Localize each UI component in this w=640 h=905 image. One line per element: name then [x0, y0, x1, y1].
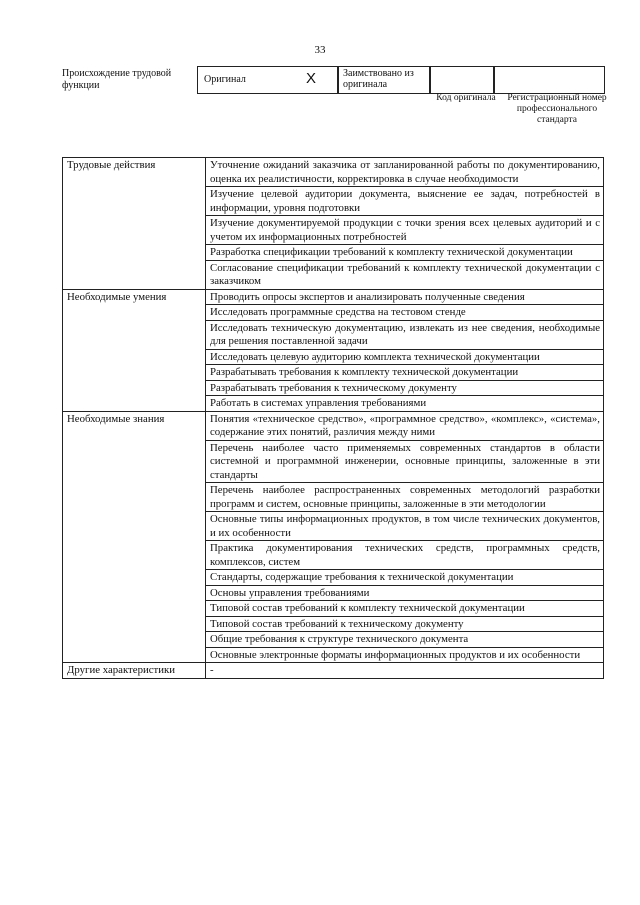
reg-number-cell	[493, 66, 605, 94]
section-item: Понятия «техническое средство», «программное средство», «комплекс», «система», содержание этих понятий, различия между ними	[206, 411, 604, 440]
section-item: Основные типы информационных продуктов, в том числе технических документов, и их особенности	[206, 512, 604, 541]
section-item: Изучение целевой аудитории документа, выяснение ее задач, потребностей в информации, уровня подготовки	[206, 187, 604, 216]
section-item: Проводить опросы экспертов и анализировать полученные сведения	[206, 289, 604, 305]
section-item: Уточнение ожиданий заказчика от запланированной работы по документированию, оценка их реалистичности, корректировка в случае необходимости	[206, 158, 604, 187]
section-item: Основные электронные форматы информационных продуктов и их особенности	[206, 647, 604, 663]
section-item: Изучение документируемой продукции с точки зрения всех целевых аудиторий и с учетом их информационных потребностей	[206, 216, 604, 245]
section-item: Разрабатывать требования к комплекту технической документации	[206, 365, 604, 381]
section-item: Работать в системах управления требованиями	[206, 396, 604, 412]
table-row	[63, 411, 604, 440]
original-label: Оригинал	[204, 74, 246, 85]
section-item: Исследовать целевую аудиторию комплекта технической документации	[206, 349, 604, 365]
page-number: 33	[314, 44, 326, 56]
section-title: Необходимые знания	[63, 411, 206, 663]
section-item: Общие требования к структуре технического документа	[206, 632, 604, 648]
section-item: Стандарты, содержащие требования к технической документации	[206, 570, 604, 586]
table-row	[63, 289, 604, 305]
section-title: Другие характеристики	[63, 663, 206, 679]
origin-label: Происхождение трудовой функции	[62, 68, 172, 91]
section-item: Разработка спецификации требований к комплекту технической документации	[206, 245, 604, 261]
section-title: Необходимые умения	[63, 289, 206, 411]
section-item: Перечень наиболее распространенных современных методологий разработки программ и систем, основные принципы, заложенные в эти методологии	[206, 483, 604, 512]
section-item: Типовой состав требований к комплекту технической документации	[206, 601, 604, 617]
table-row	[63, 663, 604, 679]
section-item: Типовой состав требований к техническому документу	[206, 616, 604, 632]
original-mark: X	[306, 70, 317, 87]
reg-number-caption: Регистрационный номер профессионального стандарта	[507, 93, 607, 125]
section-item: Исследовать программные средства на тестовом стенде	[206, 305, 604, 321]
section-title: Трудовые действия	[63, 158, 206, 290]
functions-table	[62, 157, 604, 679]
section-item: Перечень наиболее часто применяемых современных стандартов в области системной и программной инженерии, основные принципы, заложенные в эти стандарты	[206, 440, 604, 483]
section-item: Исследовать техническую документацию, извлекать из нее сведения, необходимые для решения поставленной задачи	[206, 320, 604, 349]
code-cell	[429, 66, 495, 94]
original-cell	[197, 66, 339, 94]
borrowed-label: Заимствовано из оригинала	[343, 68, 414, 90]
code-caption: Код оригинала	[436, 93, 496, 103]
section-item: Согласование спецификации требований к комплекту технической документации с заказчиком	[206, 260, 604, 289]
table-row	[63, 158, 604, 187]
section-item: Практика документирования технических средств, программных средств, комплексов, систем	[206, 541, 604, 570]
section-item: Разрабатывать требования к техническому документу	[206, 380, 604, 396]
section-item: Основы управления требованиями	[206, 585, 604, 601]
section-item: -	[206, 663, 604, 679]
borrowed-cell	[337, 66, 431, 94]
